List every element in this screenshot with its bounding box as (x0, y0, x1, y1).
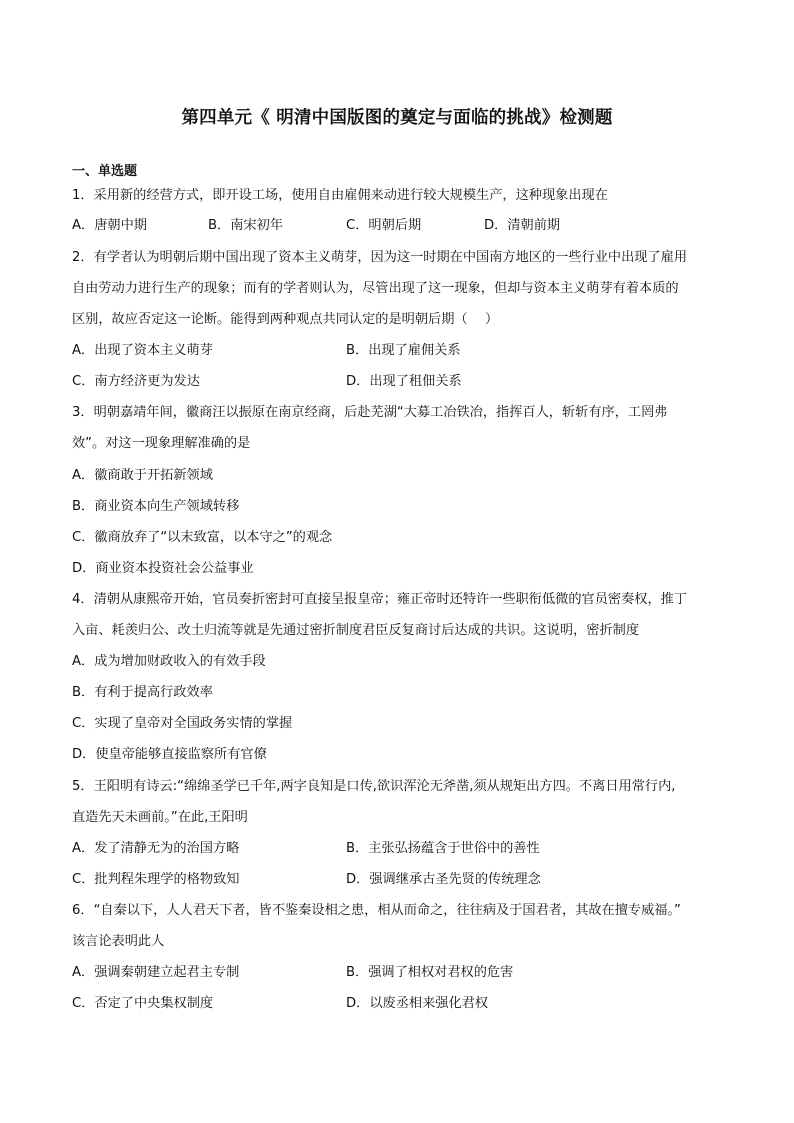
question-3-line-2: 效”。对这一现象理解准确的是 (72, 436, 251, 451)
question-2-line-2: 自由劳动力进行生产的现象；而有的学者则认为，尽管出现了这一现象，但却与资本主义萌芽有着本质的 (72, 281, 679, 296)
question-2-line-3: 区别，故应否定这一论断。能得到两种观点共同认定的是明朝后期（ ） (72, 312, 499, 327)
question-5-line-2: 直造先天未画前。”在此,王阳明 (72, 810, 248, 825)
page-title: 第四单元《 明清中国版图的奠定与面临的挑战》检测题 (181, 108, 613, 128)
question-1-line-1: 1．采用新的经营方式，即开设工场，使用自由雇佣来动进行较大规模生产，这种现象出现在 (72, 188, 608, 203)
question-5-option-d[interactable]: D．强调继承古圣先贤的传统理念 (346, 872, 541, 887)
question-4-line-1: 4．清朝从康熙帝开始，官员奏折密封可直接呈报皇帝；雍正帝时还特许一些职衔低微的官员密奏权，推丁 (72, 592, 688, 607)
question-1-option-c[interactable]: C．明朝后期 (346, 218, 422, 233)
question-1-option-d[interactable]: D．清朝前期 (484, 218, 561, 233)
question-5-line-1: 5．王阳明有诗云:“绵绵圣学已千年,两字良知是口传,欲识浑沦无斧凿,须从规矩出方四。不离日用常行内, (72, 779, 676, 794)
question-3-option-a[interactable]: A．徽商敢于开拓新领域 (72, 468, 213, 483)
question-3-line-1: 3．明朝嘉靖年间，徽商汪以振原在南京经商，后赴芜湖“大募工冶铁冶，指挥百人，斩斩有序，工罔弗 (72, 405, 668, 420)
question-6-option-b[interactable]: B．强调了相权对君权的危害 (346, 965, 514, 980)
question-4-option-b[interactable]: B．有利于提高行政效率 (72, 685, 213, 700)
question-1-option-b[interactable]: B．南宋初年 (208, 218, 283, 233)
question-4-option-c[interactable]: C．实现了皇帝对全国政务实情的掌握 (72, 716, 293, 731)
question-3-option-b[interactable]: B．商业资本向生产领域转移 (72, 499, 240, 514)
question-3-option-c[interactable]: C．徽商放弃了“以末致富，以本守之”的观念 (72, 530, 333, 545)
question-5-option-a[interactable]: A．发了清静无为的治国方略 (72, 841, 240, 856)
question-5-option-b[interactable]: B．主张弘扬蕴含于世俗中的善性 (346, 841, 540, 856)
question-4-option-a[interactable]: A．成为增加财政收入的有效手段 (72, 654, 266, 669)
section-heading: 一、单选题 (72, 164, 138, 179)
question-2-option-a[interactable]: A．出现了资本主义萌芽 (72, 343, 213, 358)
question-5-option-c[interactable]: C．批判程朱理学的格物致知 (72, 872, 240, 887)
question-2-option-b[interactable]: B．出现了雇佣关系 (346, 343, 461, 358)
question-3-option-d[interactable]: D．商业资本投资社会公益事业 (72, 561, 254, 576)
question-2-option-d[interactable]: D．出现了租佃关系 (346, 374, 462, 389)
question-2-line-1: 2．有学者认为明朝后期中国出现了资本主义萌芽，因为这一时期在中国南方地区的一些行业中出现了雇用 (72, 250, 688, 265)
question-6-line-1: 6．“自秦以下，人人君天下者，皆不鉴秦设相之患，相从而命之，往往病及于国君者，其故在擅专威福。” (72, 903, 681, 918)
question-6-option-a[interactable]: A．强调秦朝建立起君主专制 (72, 965, 240, 980)
question-2-option-c[interactable]: C．南方经济更为发达 (72, 374, 200, 389)
question-4-option-d[interactable]: D．使皇帝能够直接监察所有官僚 (72, 747, 267, 762)
question-6-line-2: 该言论表明此人 (72, 934, 165, 949)
question-6-option-d[interactable]: D．以废丞相来强化君权 (346, 996, 489, 1011)
question-6-option-c[interactable]: C．否定了中央集权制度 (72, 996, 214, 1011)
question-4-line-2: 入亩、耗羡归公、改土归流等就是先通过密折制度君臣反复商讨后达成的共识。这说明，密折制度 (72, 623, 640, 638)
question-1-option-a[interactable]: A．唐朝中期 (72, 218, 147, 233)
